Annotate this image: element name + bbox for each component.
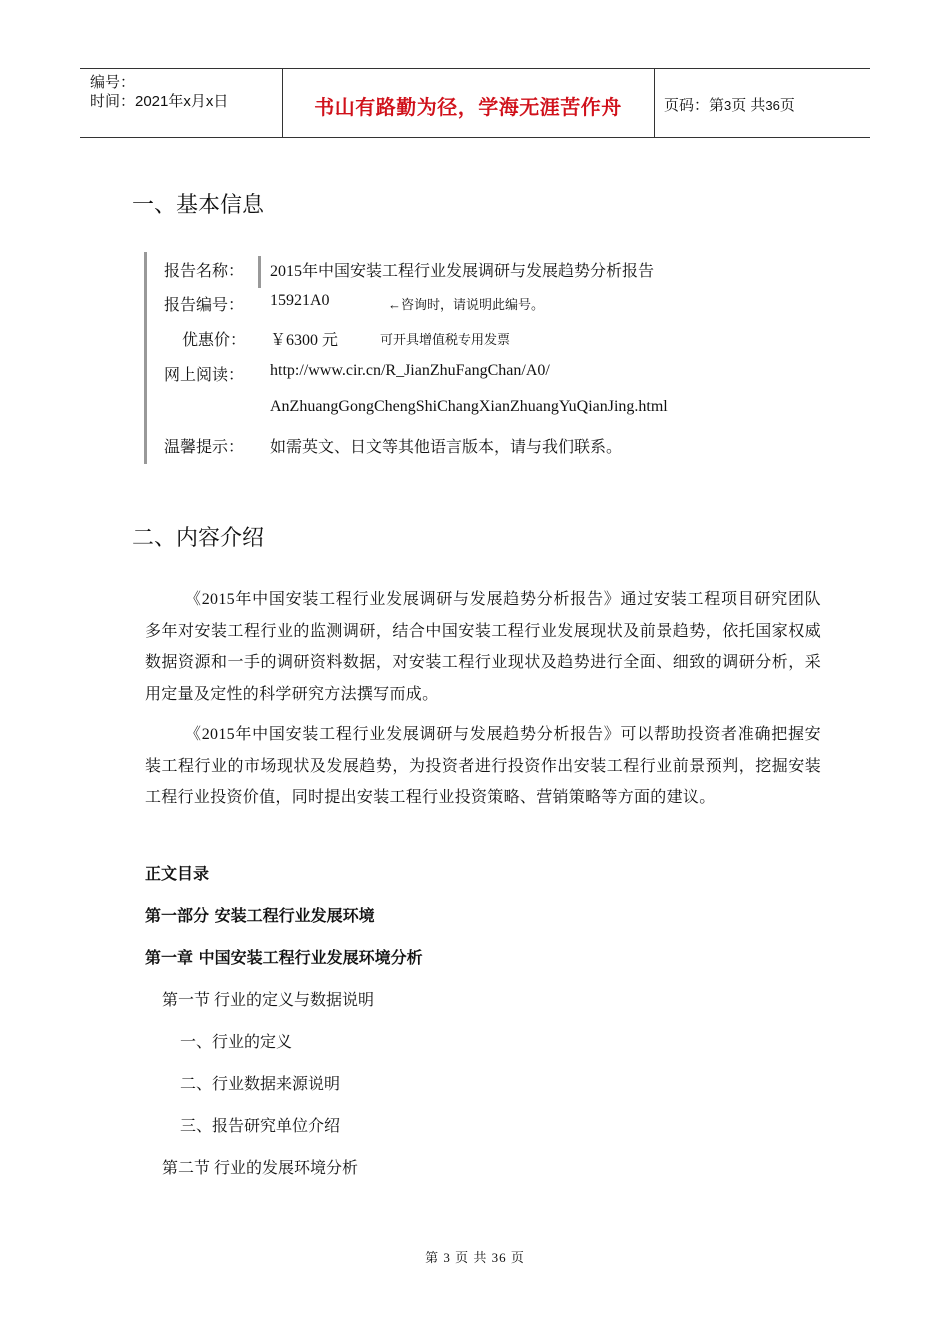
intro-paragraph: 《2015年中国安装工程行业发展调研与发展趋势分析报告》可以帮助投资者准确把握安装工程行业的市场现状及发展趋势，为投资者进行投资作出安装工程行业前景预判，挖掘安装工程行业投资价值，同时提出安装工程行业投资策略、营销策略等方面的建议。	[145, 726, 821, 806]
document-date: 时间：2021年x月x日	[90, 93, 229, 110]
info-value: 15921A0	[270, 292, 330, 309]
info-label: 报告名称：	[164, 263, 245, 280]
info-value: ￥6300 元	[270, 332, 339, 349]
page-current: 3	[724, 98, 732, 113]
toc-heading: 正文目录	[145, 864, 210, 883]
page-footer: 第 3 页 共 36 页	[425, 1250, 525, 1265]
document-number-label: 编号：	[90, 74, 136, 91]
toc-item: 一、行业的定义	[180, 1034, 293, 1051]
header-page-info	[664, 94, 795, 115]
toc-part: 第一部分 安装工程行业发展环境	[145, 906, 375, 925]
info-left-bar	[144, 252, 147, 464]
toc-chapter: 第一章 中国安装工程行业发展环境分析	[145, 948, 423, 967]
online-url-link-cont[interactable]: AnZhuangGongChengShiChangXianZhuangYuQianJing.html	[270, 398, 668, 415]
header-motto: 书山有路勤为径，学海无涯苦作舟	[314, 95, 622, 119]
info-label: 网上阅读：	[164, 367, 245, 384]
info-note: 可开具增值税专用发票	[380, 332, 511, 347]
page-total: 36	[765, 98, 780, 113]
basic-info-box	[144, 252, 784, 462]
page-end: 页	[779, 97, 795, 114]
page-label: 页码：第	[664, 97, 725, 114]
page-header	[80, 68, 870, 138]
toc-item: 二、行业数据来源说明	[180, 1076, 341, 1093]
info-title-bar	[258, 256, 261, 288]
info-value: 2015年中国安装工程行业发展调研与发展趋势分析报告	[270, 263, 655, 280]
header-right-cell	[654, 69, 870, 137]
info-value: 如需英文、日文等其他语言版本，请与我们联系。	[270, 439, 623, 456]
info-label: 温馨提示：	[164, 439, 245, 456]
section-title-content-intro: 二、内容介绍	[132, 526, 265, 551]
intro-paragraph: 《2015年中国安装工程行业发展调研与发展趋势分析报告》通过安装工程项目研究团队多年对安装工程行业的监测调研，结合中国安装工程行业发展现状及前景趋势，依托国家权威数据资源和一手的调研资料数据，对安装工程行业现状及趋势进行全面、细致的调研分析，采用定量及定性的科学研究方法撰写而成。	[145, 591, 821, 703]
info-note: ←咨询时，请说明此编号。	[388, 297, 545, 312]
toc-section: 第二节 行业的发展环境分析	[162, 1160, 359, 1177]
page-mid: 页 共	[731, 97, 766, 114]
info-label: 报告编号：	[164, 297, 245, 314]
toc-item: 三、报告研究单位介绍	[180, 1118, 341, 1135]
toc-section: 第一节 行业的定义与数据说明	[162, 992, 375, 1009]
info-label: 优惠价：	[182, 332, 247, 349]
online-url-link[interactable]: http://www.cir.cn/R_JianZhuFangChan/A0/	[270, 362, 550, 379]
section-title-basic-info: 一、基本信息	[132, 193, 265, 218]
header-center-cell	[282, 69, 655, 137]
header-left-cell	[80, 69, 283, 137]
